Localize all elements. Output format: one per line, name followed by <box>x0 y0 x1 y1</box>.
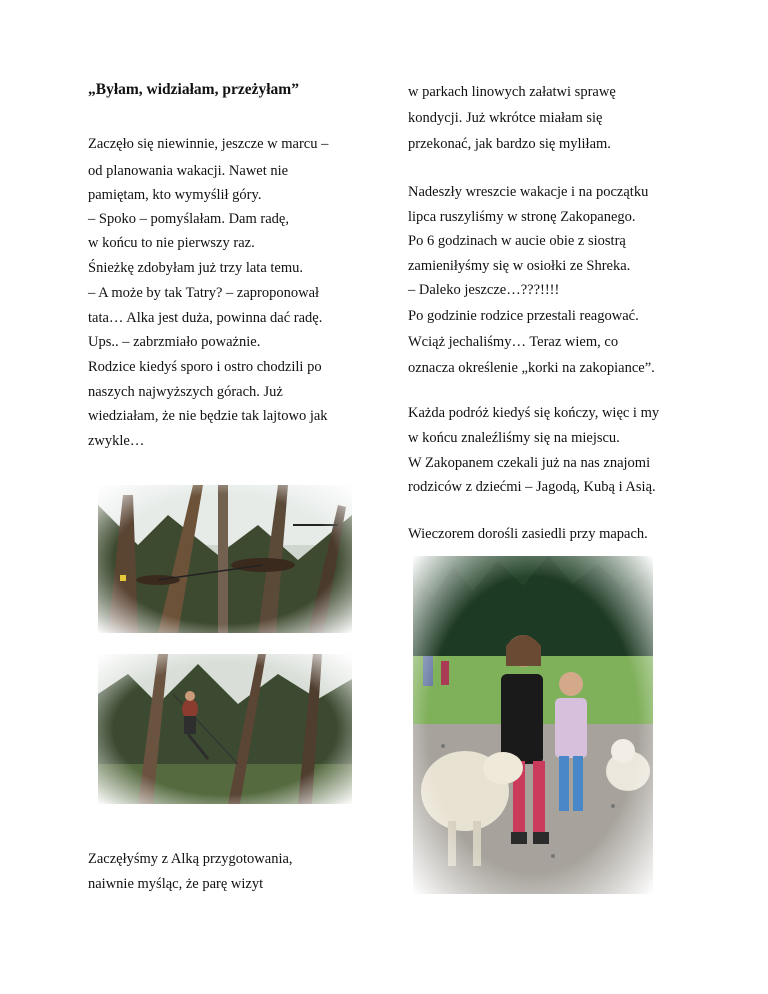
text-line: – Spoko – pomyślałam. Dam radę, <box>88 211 289 227</box>
text-line: kondycji. Już wkrótce miałam się <box>408 110 603 126</box>
text-line: – A może by tak Tatry? – zaproponował <box>88 285 320 301</box>
text-line: Śnieżkę zdobyłam już trzy lata temu. <box>88 260 304 276</box>
text-line: – Daleko jeszcze…???!!!! <box>408 282 560 298</box>
children-with-sheep-photo <box>413 556 653 894</box>
text-line: Nadeszły wreszcie wakacje i na początku <box>408 184 649 200</box>
text-line: Rodzice kiedyś sporo i ostro chodzili po <box>88 359 322 375</box>
text-line: wiedziałam, że nie będzie tak lajtowo jak <box>88 408 328 424</box>
text-line: tata… Alka jest duża, powinna dać radę. <box>88 310 323 326</box>
text-line: w końcu to nie pierwszy raz. <box>88 235 255 251</box>
text-line: naszych najwyższych górach. Już <box>88 384 283 400</box>
text-line: lipca ruszyliśmy w stronę Zakopanego. <box>408 209 636 225</box>
text-line: W Zakopanem czekali już na nas znajomi <box>408 455 651 471</box>
text-line: Po godzinie rodzice przestali reagować. <box>408 308 639 324</box>
text-line: zwykle… <box>88 433 145 449</box>
article-title: „Byłam, widziałam, przeżyłam” <box>88 81 299 98</box>
text-line: oznacza określenie „korki na zakopiance”. <box>408 360 655 376</box>
text-line: Zaczęło się niewinnie, jeszcze w marcu – <box>88 136 329 152</box>
text-line: Ups.. – zabrzmiało poważnie. <box>88 334 261 350</box>
text-line: naiwnie myśląc, że parę wizyt <box>88 876 264 892</box>
rope-park-photo-2 <box>98 654 352 804</box>
text-line: w końcu znaleźliśmy się na miejscu. <box>408 430 620 446</box>
text-line: w parkach linowych załatwi sprawę <box>408 84 616 100</box>
text-line: Każda podróż kiedyś się kończy, więc i my <box>408 405 660 421</box>
text-line: od planowania wakacji. Nawet nie <box>88 163 289 179</box>
text-line: rodziców z dziećmi – Jagodą, Kubą i Asią. <box>408 479 656 495</box>
text-line: Zaczęłyśmy z Alką przygotowania, <box>88 851 293 867</box>
text-line: Wciąż jechaliśmy… Teraz wiem, co <box>408 334 619 350</box>
text-line: pamiętam, kto wymyślił góry. <box>88 187 262 203</box>
text-line: zamieniłyśmy się w osiołki ze Shreka. <box>408 258 631 274</box>
text-line: Po 6 godzinach w aucie obie z siostrą <box>408 233 626 249</box>
text-line: Wieczorem dorośli zasiedli przy mapach. <box>408 526 648 542</box>
rope-park-photo-1 <box>98 485 352 633</box>
text-line: przekonać, jak bardzo się myliłam. <box>408 136 611 152</box>
